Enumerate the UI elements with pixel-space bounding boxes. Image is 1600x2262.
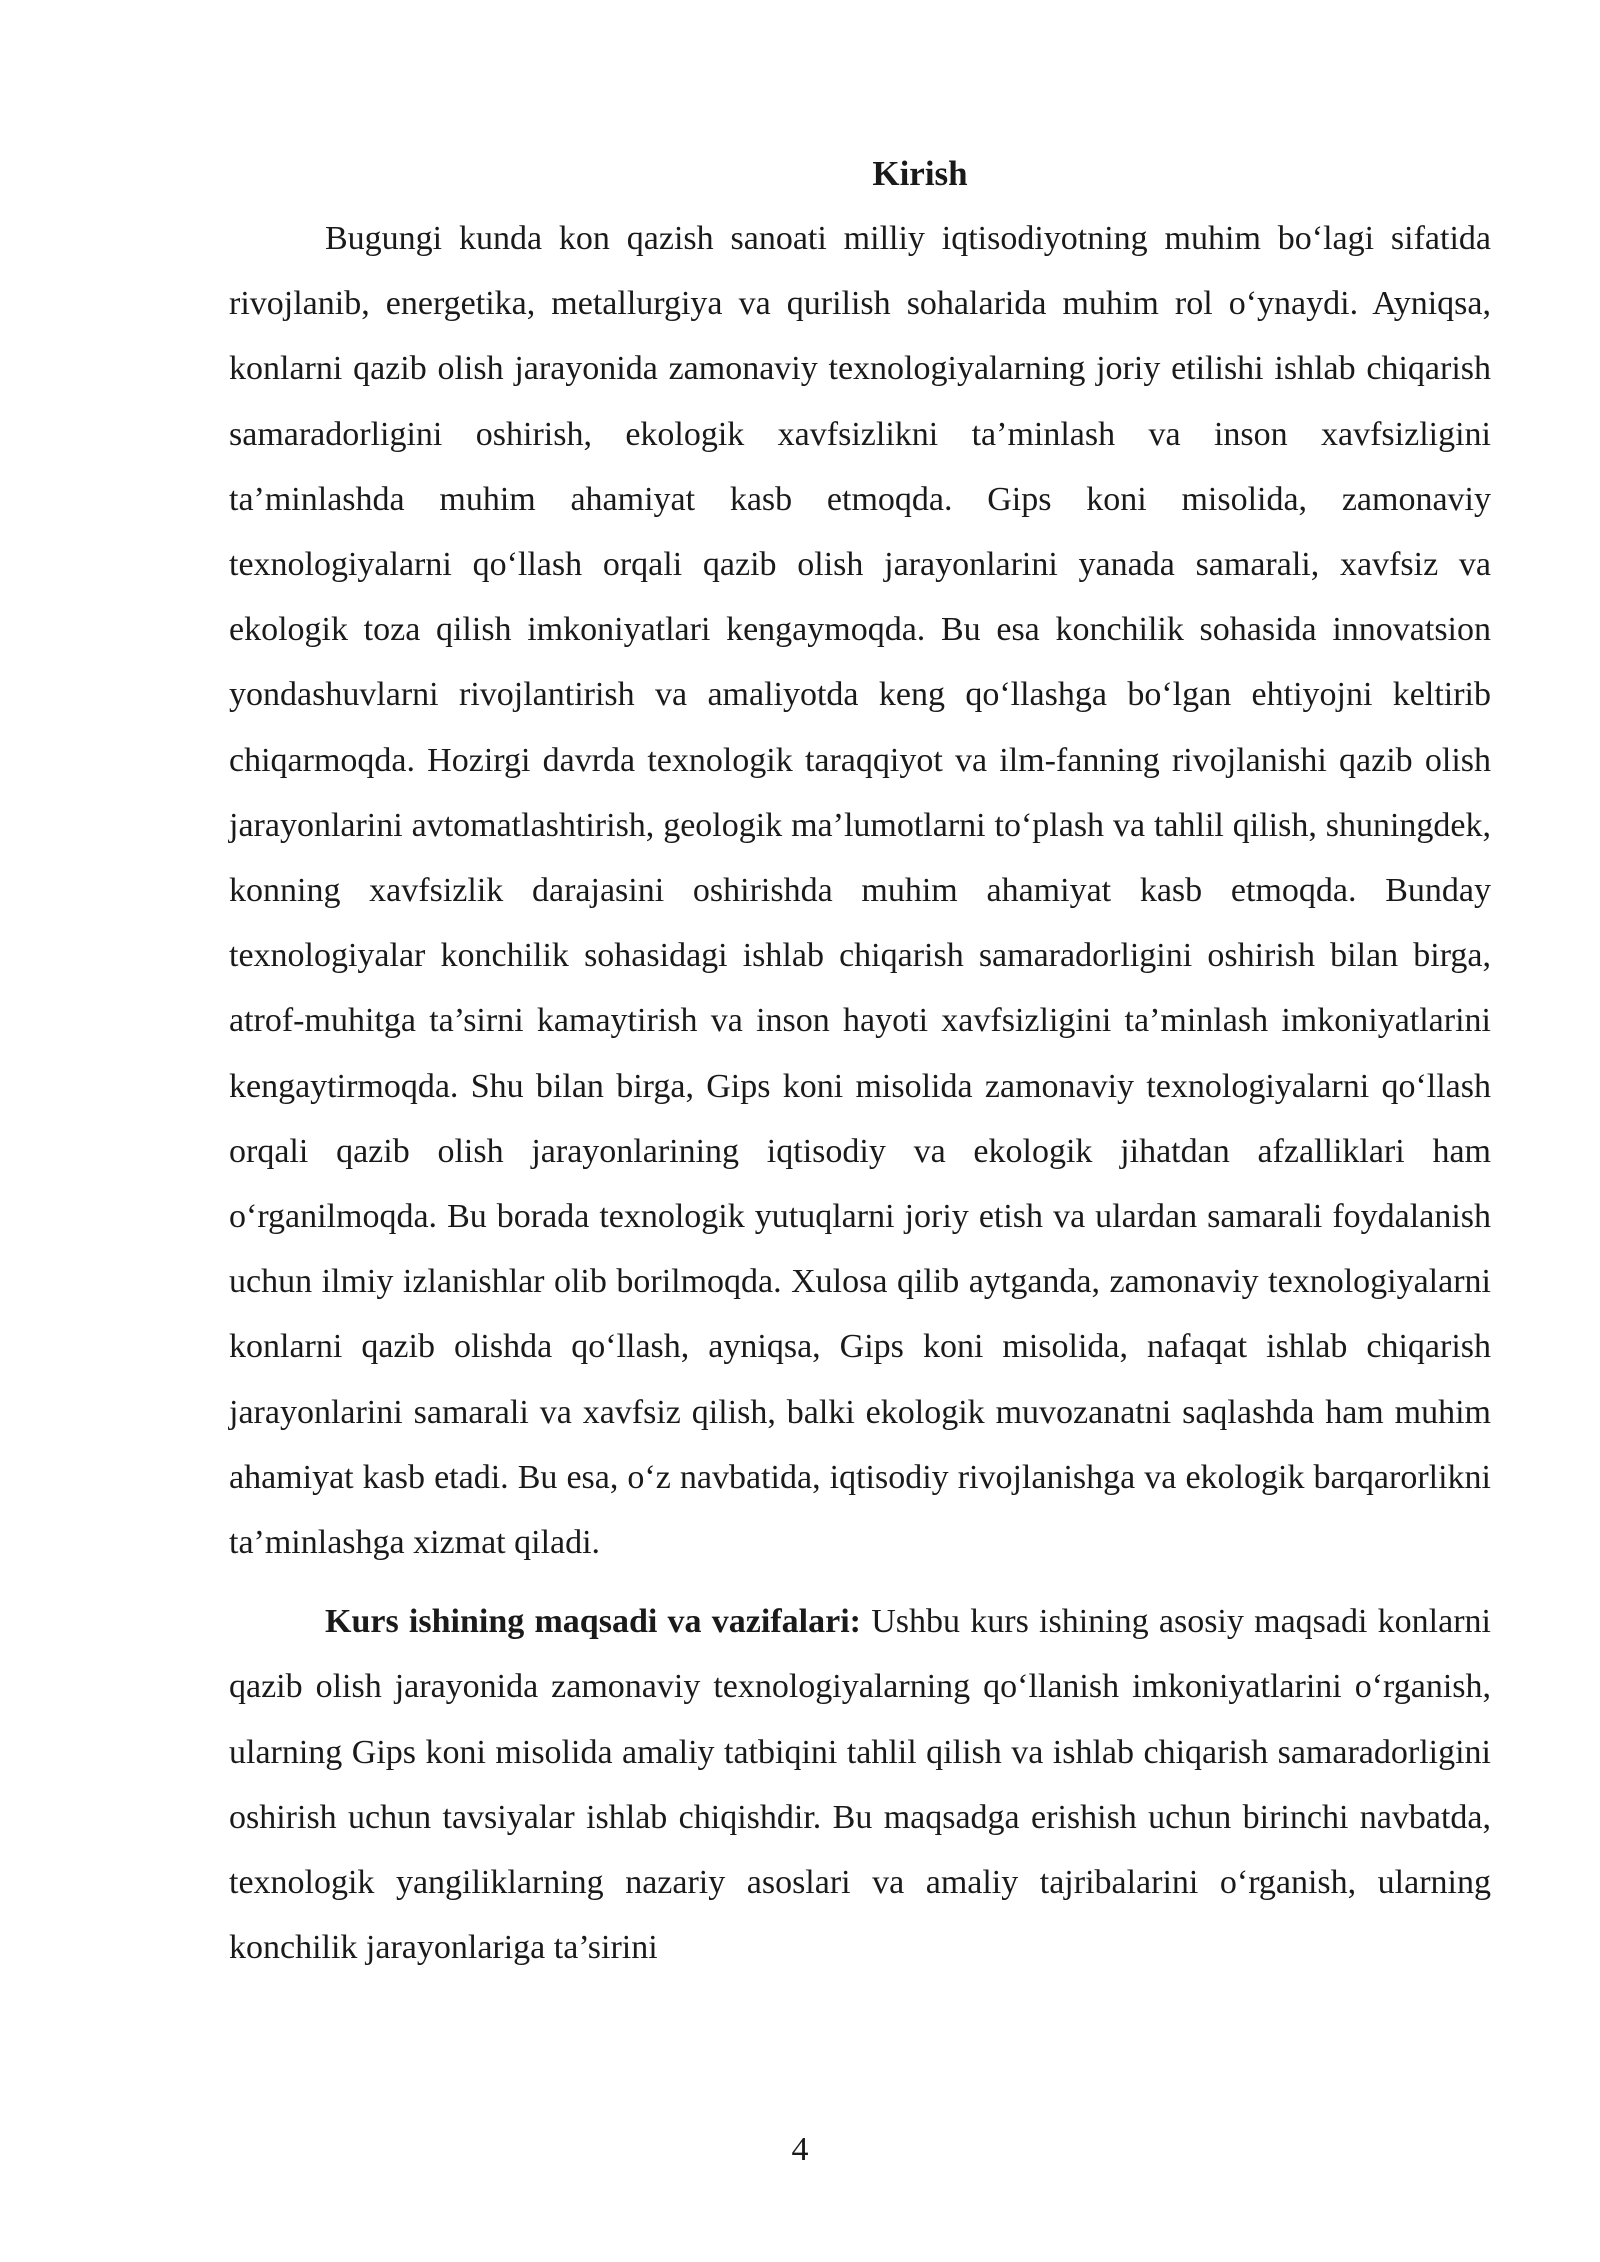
goals-paragraph-lead: Kurs ishining maqsadi va vazifalari:	[325, 1603, 861, 1641]
goals-paragraph	[229, 1589, 1491, 1980]
page-number: 4	[791, 2131, 809, 2168]
section-heading: Kirish	[872, 154, 968, 193]
document-page	[229, 148, 1491, 1980]
goals-paragraph-body: Ushbu kurs ishining asosiy maqsadi konlarni qazib olish jarayonida zamonaviy texnologiyalarning qo‘llanish imkoniyatlarini o‘rganish, ularning Gips koni misolida amaliy tatbiqini tahlil qilish va ishlab chiqarish samaradorligini oshirish uchun tavsiyalar ishlab chiqishdir. Bu maqsadga erishish uchun birinchi navbatda, texnologik yangiliklarning nazariy asoslari va amaliy tajribalarini o‘rganish, ularning konchilik jarayonlariga ta’sirini	[229, 1603, 1491, 1967]
intro-paragraph: Bugungi kunda kon qazish sanoati milliy iqtisodiyotning muhim bo‘lagi sifatida rivojlanib, energetika, metallurgiya va qurilish sohalarida muhim rol o‘ynaydi. Ayniqsa, konlarni qazib olish jarayonida zamonaviy texnologiyalarning joriy etilishi ishlab chiqarish samaradorligini oshirish, ekologik xavfsizlikni ta’minlash va inson xavfsizligini ta’minlashda muhim ahamiyat kasb etmoqda. Gips koni misolida, zamonaviy texnologiyalarni qo‘llash orqali qazib olish jarayonlarini yanada samarali, xavfsiz va ekologik toza qilish imkoniyatlari kengaymoqda. Bu esa konchilik sohasida innovatsion yondashuvlarni rivojlantirish va amaliyotda keng qo‘llashga bo‘lgan ehtiyojni keltirib chiqarmoqda. Hozirgi davrda texnologik taraqqiyot va ilm-fanning rivojlanishi qazib olish jarayonlarini avtomatlashtirish, geologik ma’lumotlarni to‘plash va tahlil qilish, shuningdek, konning xavfsizlik darajasini oshirishda muhim ahamiyat kasb etmoqda. Bunday texnologiyalar konchilik sohasidagi ishlab chiqarish samaradorligini oshirish bilan birga, atrof-muhitga ta’sirni kamaytirish va inson hayoti xavfsizligini ta’minlash imkoniyatlarini kengaytirmoqda. Shu bilan birga, Gips koni misolida zamonaviy texnologiyalarni qo‘llash orqali qazib olish jarayonlarining iqtisodiy va ekologik jihatdan afzalliklari ham o‘rganilmoqda. Bu borada texnologik yutuqlarni joriy etish va ulardan samarali foydalanish uchun ilmiy izlanishlar olib borilmoqda. Xulosa qilib aytganda, zamonaviy texnologiyalarni konlarni qazib olishda qo‘llash, ayniqsa, Gips koni misolida, nafaqat ishlab chiqarish jarayonlarini samarali va xavfsiz qilish, balki ekologik muvozanatni saqlashda ham muhim ahamiyat kasb etadi. Bu esa, o‘z navbatida, iqtisodiy rivojlanishga va ekologik barqarorlikni ta’minlashga xizmat qiladi.	[229, 220, 1491, 1562]
